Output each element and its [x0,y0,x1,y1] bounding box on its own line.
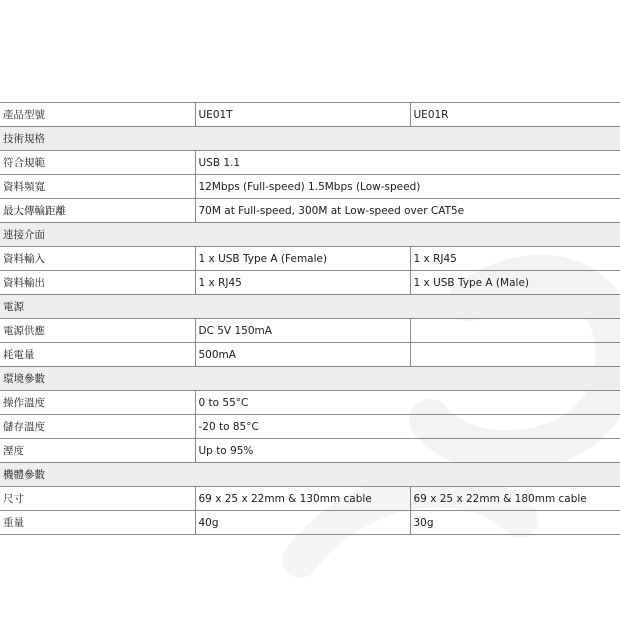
row-label: 符合規範 [0,151,195,175]
row-value-ue01t: 1 x USB Type A (Female) [195,247,410,271]
row-label: 資料輸出 [0,271,195,295]
table-row [0,319,620,343]
spec-table [0,102,620,535]
row-value: -20 to 85°C [195,415,620,439]
row-label: 產品型號 [0,103,195,127]
table-row [0,151,620,175]
row-value-ue01t: 1 x RJ45 [195,271,410,295]
table-row [0,199,620,223]
row-value-ue01r [410,343,620,367]
row-label: 儲存溫度 [0,415,195,439]
table-row [0,511,620,535]
row-label: 電源供應 [0,319,195,343]
row-value: 70M at Full-speed, 300M at Low-speed over CAT5e [195,199,620,223]
table-row [0,343,620,367]
section-row [0,223,620,247]
section-title: 環境參數 [0,367,620,391]
row-value-ue01r [410,319,620,343]
row-value-ue01r: 69 x 25 x 22mm & 180mm cable [410,487,620,511]
row-value-ue01r: 1 x USB Type A (Male) [410,271,620,295]
model-ue01r: UE01R [410,103,620,127]
row-value-ue01r: 1 x RJ45 [410,247,620,271]
row-label: 資料頻寬 [0,175,195,199]
table-row [0,439,620,463]
model-ue01t: UE01T [195,103,410,127]
section-row [0,463,620,487]
row-value: 0 to 55°C [195,391,620,415]
row-value: 12Mbps (Full-speed) 1.5Mbps (Low-speed) [195,175,620,199]
row-label: 耗電量 [0,343,195,367]
table-row [0,175,620,199]
row-label: 操作溫度 [0,391,195,415]
header-row [0,103,620,127]
section-title: 機體參數 [0,463,620,487]
section-row [0,295,620,319]
section-row [0,367,620,391]
section-title: 電源 [0,295,620,319]
row-value: Up to 95% [195,439,620,463]
row-value-ue01t: 500mA [195,343,410,367]
row-label: 重量 [0,511,195,535]
section-title: 連接介面 [0,223,620,247]
row-label: 最大傳輸距離 [0,199,195,223]
row-value: USB 1.1 [195,151,620,175]
table-row [0,415,620,439]
table-row [0,271,620,295]
row-label: 資料輸入 [0,247,195,271]
row-value-ue01t: 69 x 25 x 22mm & 130mm cable [195,487,410,511]
table-row [0,391,620,415]
row-value-ue01t: DC 5V 150mA [195,319,410,343]
row-label: 溼度 [0,439,195,463]
section-title: 技術規格 [0,127,620,151]
section-row [0,127,620,151]
table-row [0,247,620,271]
table-row [0,487,620,511]
row-label: 尺寸 [0,487,195,511]
row-value-ue01r: 30g [410,511,620,535]
row-value-ue01t: 40g [195,511,410,535]
